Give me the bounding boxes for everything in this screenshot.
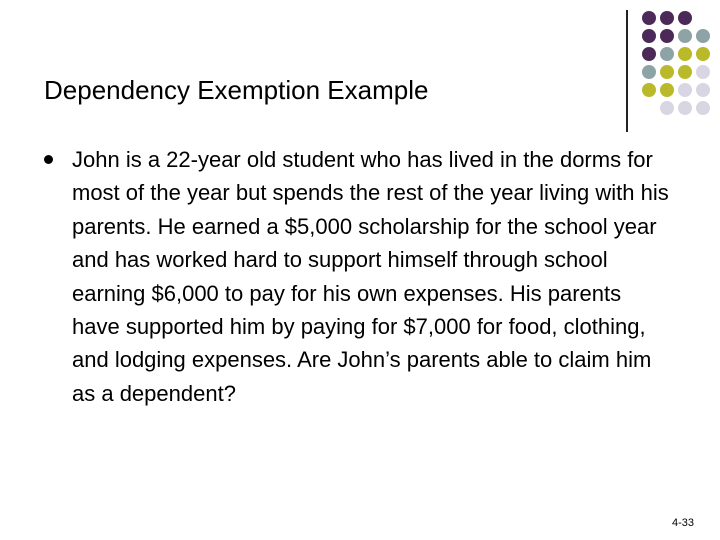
decorative-dot bbox=[660, 65, 674, 79]
decorative-dot bbox=[678, 83, 692, 97]
decorative-dot bbox=[696, 29, 710, 43]
decorative-dot bbox=[696, 47, 710, 61]
title-divider-line bbox=[626, 10, 628, 132]
page-number: 4-33 bbox=[672, 517, 695, 529]
decorative-dot bbox=[696, 83, 710, 97]
decorative-dot bbox=[642, 83, 656, 97]
bullet-marker bbox=[44, 155, 53, 164]
decorative-dot bbox=[642, 11, 656, 25]
decorative-dot bbox=[696, 65, 710, 79]
decorative-dot bbox=[678, 29, 692, 43]
decorative-dot bbox=[678, 11, 692, 25]
decorative-dot bbox=[660, 29, 674, 43]
slide-title: Dependency Exemption Example bbox=[44, 75, 429, 105]
bullet-text: John is a 22-year old student who has lived in the dorms for most of the year but spends the rest of the year living with his parents. He earned a $5,000 scholarship for the school year and has worked hard to support himself through school earning $6,000 to pay for his own expenses. His parents have supported him by paying for $7,000 for food, clothing, and lodging expenses. Are John’s parents able to claim him as a dependent? bbox=[72, 147, 669, 406]
decorative-dot bbox=[660, 101, 674, 115]
decorative-dot bbox=[678, 65, 692, 79]
decorative-dot bbox=[642, 65, 656, 79]
decorative-dot bbox=[660, 11, 674, 25]
decorative-dot bbox=[696, 101, 710, 115]
decorative-dot bbox=[660, 83, 674, 97]
decorative-dot bbox=[678, 47, 692, 61]
decorative-dot bbox=[660, 47, 674, 61]
decorative-dot bbox=[642, 29, 656, 43]
decorative-dot bbox=[642, 47, 656, 61]
decorative-dot bbox=[678, 101, 692, 115]
